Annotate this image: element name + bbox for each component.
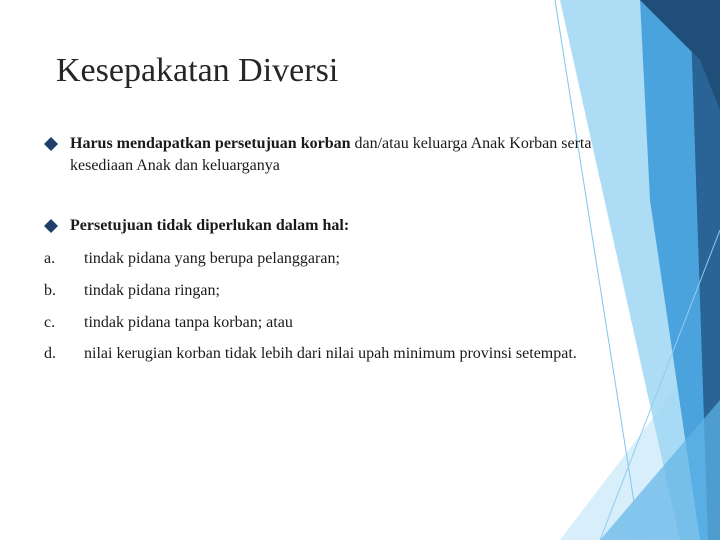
diamond-bullet-icon [44, 219, 58, 233]
bullet-2-bold: Persetujuan tidak diperlukan dalam hal: [70, 217, 350, 234]
bullet-1-rest: dan/atau keluarga Anak Korban serta [350, 135, 592, 152]
list-text-a: tindak pidana yang berupa pelanggaran; [84, 250, 340, 267]
bullet-1-line2: kesediaan Anak dan keluarganya [70, 157, 280, 174]
diamond-bullet-icon [44, 137, 58, 151]
list-text-c: tindak pidana tanpa korban; atau [84, 314, 293, 331]
bullet-text-2 [70, 215, 670, 237]
list-text-d: nilai kerugian korban tidak lebih dari nilai upah minimum provinsi setempat. [84, 345, 577, 362]
list-text-b: tindak pidana ringan; [84, 282, 220, 299]
slide-title: Kesepakatan Diversi [56, 52, 339, 89]
bullet-text-1 [70, 133, 670, 177]
list-label-c: c. [44, 314, 56, 331]
list-label-d: d. [44, 345, 56, 362]
list-label-a: a. [44, 250, 56, 267]
list-label-b: b. [44, 282, 56, 299]
bullet-1-bold: Harus mendapatkan persetujuan korban [70, 135, 351, 152]
